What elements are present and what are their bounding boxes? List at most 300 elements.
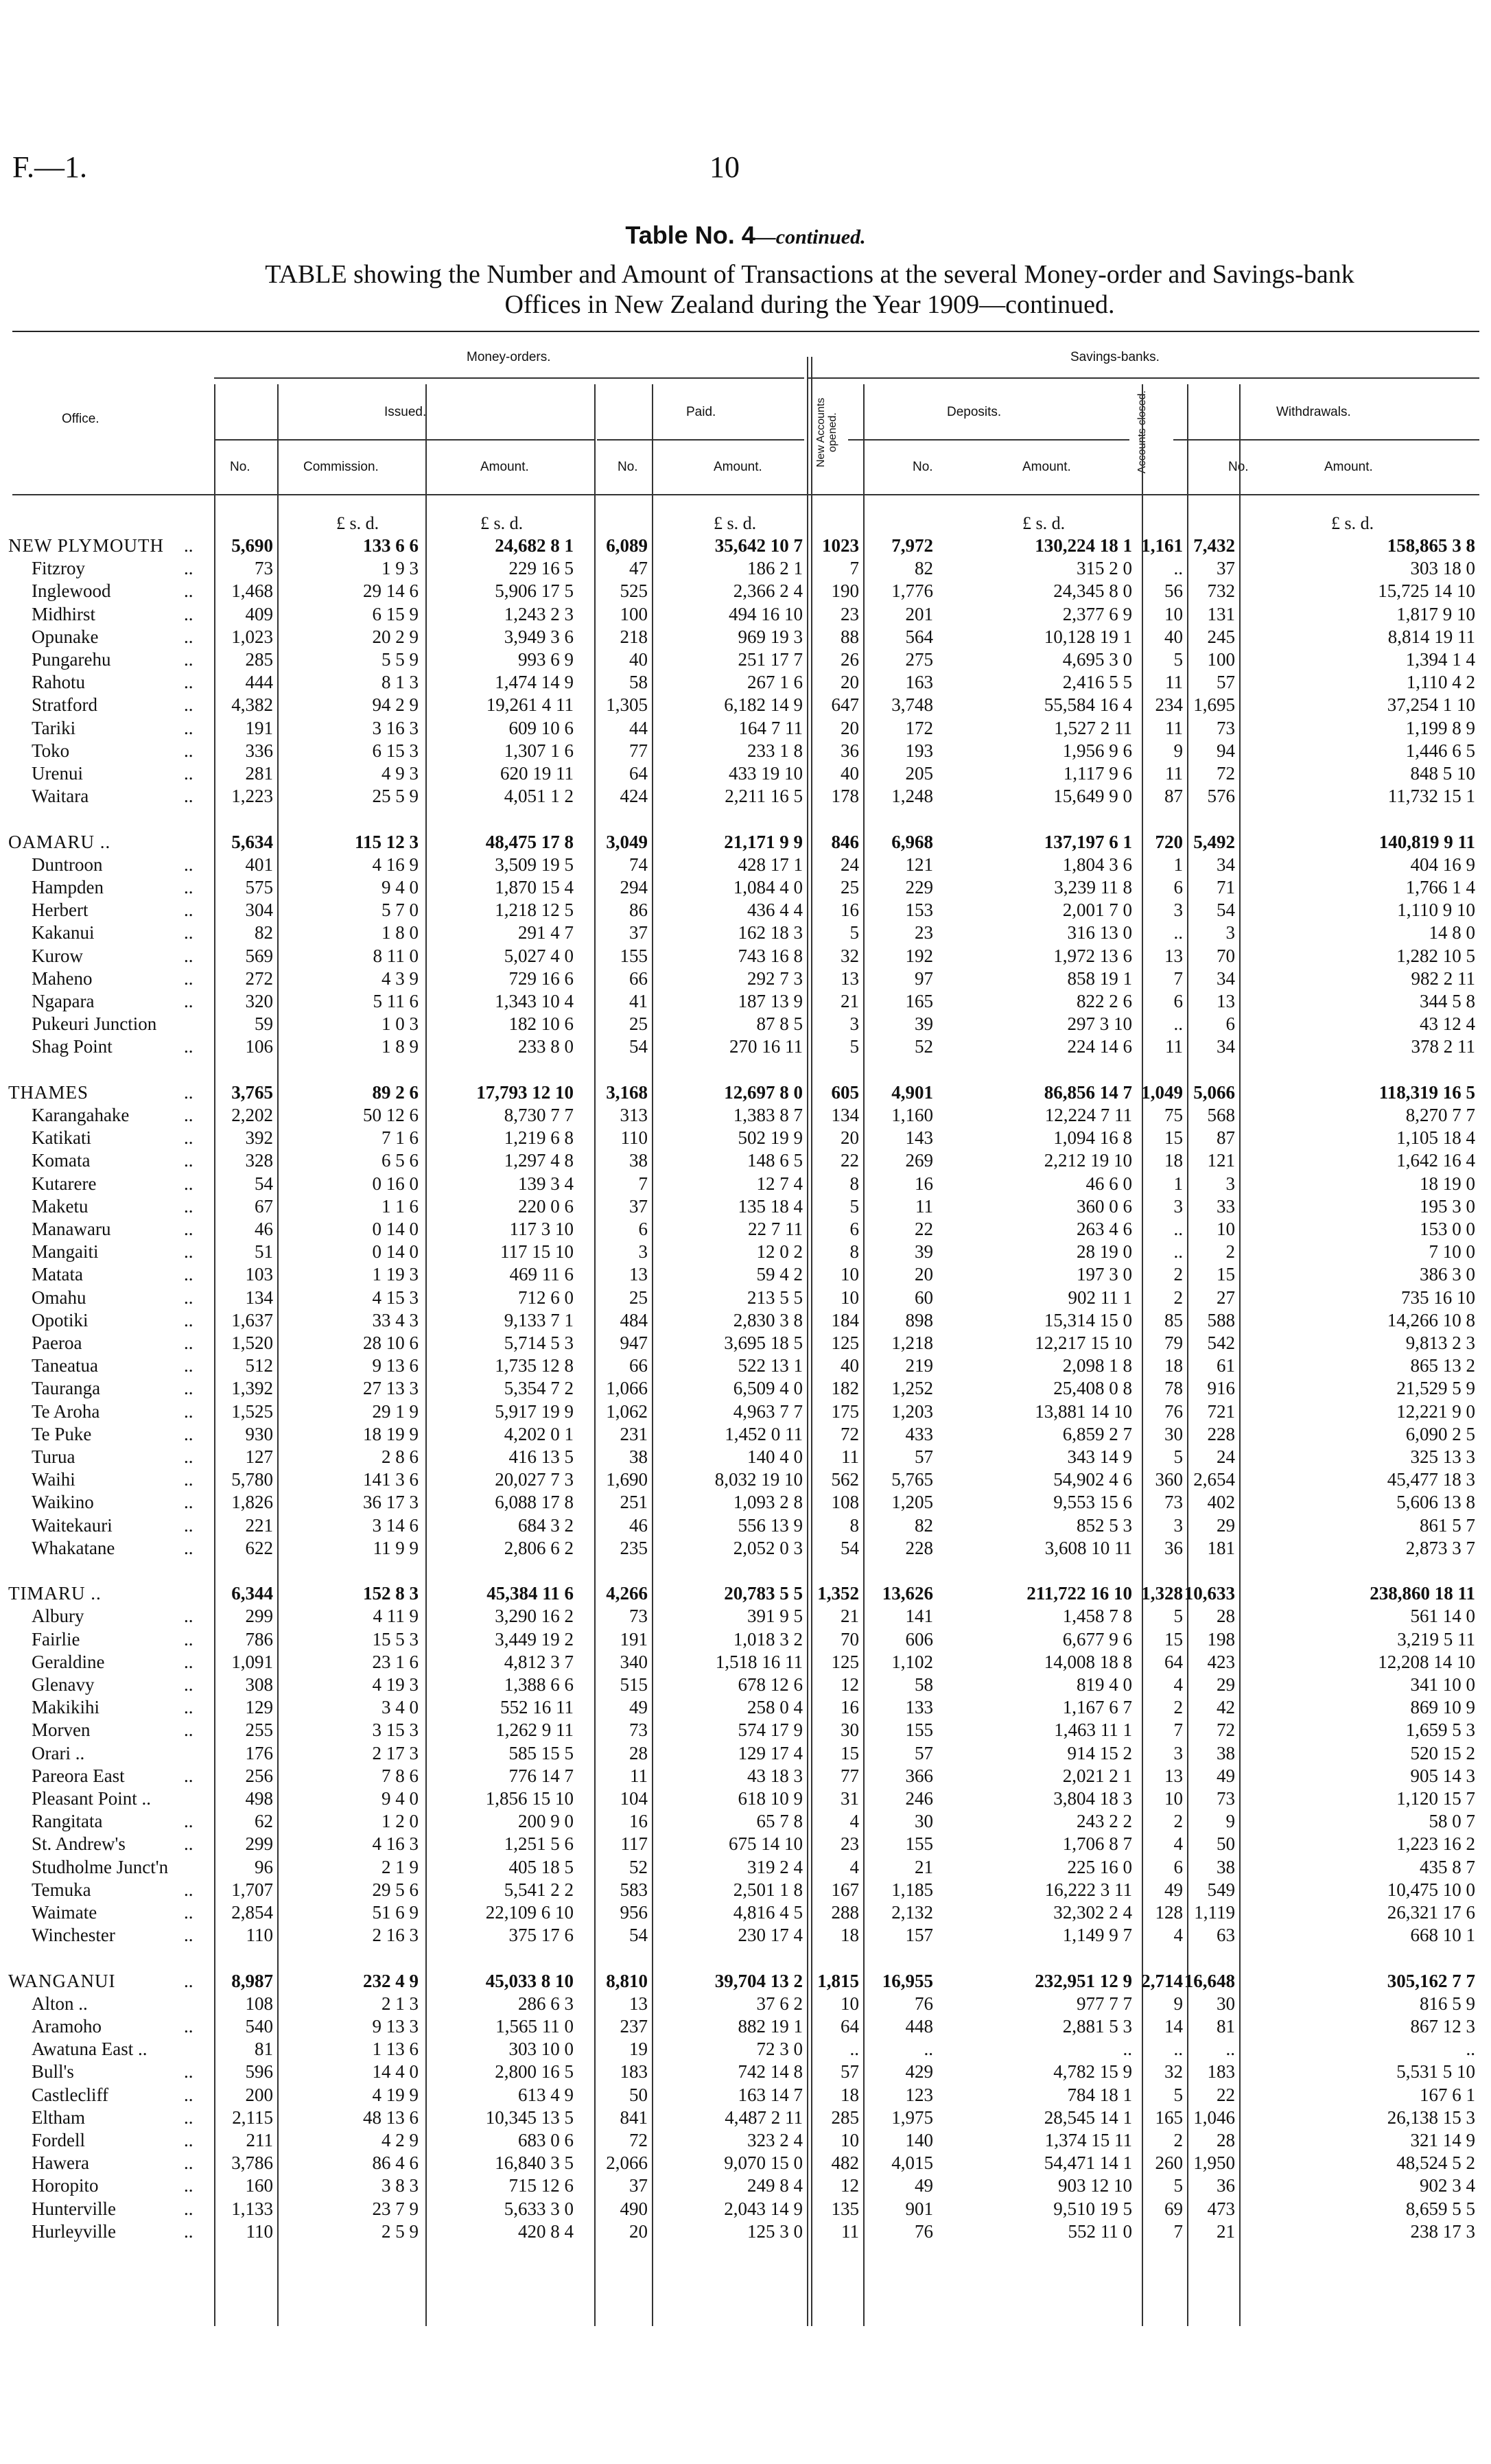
table-row	[0, 1971, 1491, 1991]
table-row	[0, 1105, 1491, 1125]
cell-mo-commission: 3 16 3	[372, 718, 419, 738]
cell-sb-withdrawals-amount: 6,090 2 5	[1405, 1424, 1475, 1444]
table-row	[0, 832, 1491, 852]
cell-mo-paid-amount: 163 14 7	[738, 2085, 803, 2105]
cell-sb-withdrawals-amount: 43 12 4	[1420, 1013, 1475, 1034]
leader-dots: ..	[184, 2175, 193, 2196]
header-withdrawals-no: No.	[1228, 460, 1249, 474]
cell-sb-accounts-closed: 7	[1173, 1720, 1183, 1740]
cell-mo-issued-amount: 585 15 5	[508, 1743, 574, 1763]
cell-mo-paid-no: 46	[629, 1515, 648, 1536]
cell-sb-accounts-closed: 3	[1173, 1196, 1183, 1217]
cell-sb-deposits-amount: 86,856 14 7	[1044, 1082, 1132, 1103]
table-row	[0, 1469, 1491, 1490]
cell-mo-commission: 141 3 6	[363, 1469, 419, 1490]
cell-sb-withdrawals-no: 183	[1207, 2061, 1235, 2082]
cell-sb-new-accounts: 21	[841, 1606, 859, 1626]
leader-dots: ..	[184, 1333, 193, 1353]
leader-dots: ..	[184, 558, 193, 578]
cell-mo-paid-amount: 87 8 5	[756, 1013, 803, 1034]
cell-mo-issued-no: 540	[245, 2016, 273, 2037]
cell-sb-new-accounts: 21	[841, 991, 859, 1011]
leader-dots: ..	[184, 535, 193, 556]
cell-sb-accounts-closed: 260	[1155, 2152, 1183, 2173]
cell-mo-issued-no: 299	[245, 1606, 273, 1626]
caption-line-2: Offices in New Zealand during the Year 1909—continued.	[504, 290, 1115, 319]
cell-mo-paid-amount: 1,018 3 2	[733, 1629, 803, 1650]
cell-sb-withdrawals-amount: 303 18 0	[1410, 558, 1475, 578]
cell-sb-deposits-no: 269	[905, 1150, 933, 1171]
cell-sb-new-accounts: 8	[849, 1241, 859, 1262]
cell-mo-issued-amount: 2,800 16 5	[495, 2061, 574, 2082]
cell-office: St. Andrew's	[32, 1833, 126, 1854]
cell-sb-accounts-closed: 11	[1165, 1036, 1183, 1057]
cell-mo-paid-amount: 164 7 11	[738, 718, 803, 738]
cell-mo-issued-amount: 48,475 17 8	[485, 832, 574, 852]
cell-mo-issued-no: 320	[245, 991, 273, 1011]
cell-sb-deposits-no: ..	[924, 2039, 933, 2059]
cell-mo-issued-amount: 45,033 8 10	[485, 1971, 574, 1991]
cell-mo-issued-no: 1,223	[231, 786, 273, 806]
cell-mo-issued-amount: 1,856 15 10	[485, 1788, 574, 1809]
cell-sb-accounts-closed: 3	[1173, 1743, 1183, 1763]
cell-sb-deposits-no: 60	[915, 1287, 933, 1308]
cell-sb-new-accounts: 6	[849, 1219, 859, 1239]
cell-mo-commission: 20 2 9	[372, 626, 419, 647]
units-withdrawals-amount: £ s. d.	[1331, 513, 1374, 533]
cell-mo-paid-no: 490	[620, 2198, 648, 2219]
cell-sb-deposits-amount: 858 19 1	[1067, 968, 1132, 989]
cell-mo-paid-amount: 140 4 0	[747, 1446, 803, 1467]
cell-mo-paid-no: 947	[620, 1333, 648, 1353]
cell-sb-accounts-closed: 11	[1165, 718, 1183, 738]
table-row	[0, 2175, 1491, 2196]
table-row	[0, 1925, 1491, 1945]
cell-sb-deposits-no: 219	[905, 1355, 933, 1376]
cell-sb-accounts-closed: 7	[1173, 968, 1183, 989]
cell-sb-new-accounts: 1,352	[817, 1583, 859, 1604]
cell-sb-withdrawals-amount: 404 16 9	[1410, 854, 1475, 875]
cell-sb-deposits-no: 228	[905, 1538, 933, 1558]
table-row	[0, 2130, 1491, 2150]
cell-mo-issued-no: 106	[245, 1036, 273, 1057]
cell-sb-new-accounts: 1023	[822, 535, 859, 556]
cell-mo-issued-no: 129	[245, 1697, 273, 1717]
cell-mo-issued-amount: 6,088 17 8	[495, 1492, 574, 1512]
cell-sb-deposits-no: 192	[905, 946, 933, 966]
cell-sb-accounts-closed: 5	[1173, 1606, 1183, 1626]
leader-dots: ..	[184, 922, 193, 943]
cell-sb-deposits-no: 1,975	[891, 2107, 933, 2128]
cell-sb-deposits-amount: 3,608 10 11	[1044, 1538, 1132, 1558]
table-row	[0, 740, 1491, 761]
rule-issued	[214, 439, 594, 441]
cell-sb-deposits-no: 1,248	[891, 786, 933, 806]
cell-sb-withdrawals-amount: 1,282 10 5	[1396, 946, 1475, 966]
cell-mo-paid-no: 20	[629, 2221, 648, 2242]
cell-office: Maheno	[32, 968, 93, 989]
cell-mo-issued-no: 569	[245, 946, 273, 966]
table-row	[0, 672, 1491, 692]
header-office: Office.	[62, 412, 99, 426]
leader-dots: ..	[184, 1264, 193, 1284]
cell-mo-paid-no: 104	[620, 1788, 648, 1809]
cell-sb-withdrawals-no: 1,119	[1194, 1902, 1235, 1923]
cell-sb-deposits-no: 366	[905, 1765, 933, 1786]
cell-mo-commission: 2 16 3	[372, 1925, 419, 1945]
cell-sb-new-accounts: 178	[831, 786, 859, 806]
cell-mo-paid-no: 294	[620, 877, 648, 897]
cell-mo-issued-no: 176	[245, 1743, 273, 1763]
cell-office: Paeroa	[32, 1333, 82, 1353]
cell-mo-commission: 9 13 6	[372, 1355, 419, 1376]
cell-mo-paid-amount: 251 17 7	[738, 649, 803, 670]
leader-dots: ..	[184, 2061, 193, 2082]
cell-sb-withdrawals-no: 34	[1217, 968, 1235, 989]
cell-sb-deposits-amount: 1,527 2 11	[1054, 718, 1132, 738]
cell-mo-issued-no: 96	[255, 1857, 273, 1877]
cell-sb-withdrawals-amount: 905 14 3	[1410, 1765, 1475, 1786]
cell-sb-new-accounts: 20	[841, 672, 859, 692]
table-row	[0, 1173, 1491, 1194]
cell-office: Winchester	[32, 1925, 115, 1945]
table-row	[0, 2198, 1491, 2219]
cell-sb-deposits-no: 57	[915, 1446, 933, 1467]
cell-office: Pungarehu	[32, 649, 111, 670]
cell-sb-withdrawals-no: 24	[1217, 1446, 1235, 1467]
cell-sb-withdrawals-no: 61	[1217, 1355, 1235, 1376]
cell-sb-withdrawals-no: 473	[1207, 2198, 1235, 2219]
cell-mo-issued-no: 8,987	[231, 1971, 273, 1991]
cell-mo-paid-amount: 148 6 5	[747, 1150, 803, 1171]
table-row	[0, 854, 1491, 875]
cell-sb-withdrawals-no: 87	[1217, 1127, 1235, 1148]
cell-office: Bull's	[32, 2061, 74, 2082]
cell-mo-issued-no: 1,392	[231, 1378, 273, 1398]
cell-sb-withdrawals-no: 245	[1207, 626, 1235, 647]
cell-office: Waihi	[32, 1469, 75, 1490]
cell-mo-issued-amount: 405 18 5	[508, 1857, 574, 1877]
cell-sb-accounts-closed: 6	[1173, 1857, 1183, 1877]
cell-sb-deposits-no: 76	[915, 1993, 933, 2014]
table-row	[0, 694, 1491, 715]
cell-mo-issued-amount: 233 8 0	[518, 1036, 574, 1057]
cell-sb-deposits-no: 429	[905, 2061, 933, 2082]
cell-mo-paid-amount: 186 2 1	[747, 558, 803, 578]
page-reference: F.—1.	[12, 150, 87, 184]
cell-sb-withdrawals-amount: 37,254 1 10	[1387, 694, 1475, 715]
cell-office: Waitara	[32, 786, 89, 806]
cell-mo-paid-no: 77	[629, 740, 648, 761]
table-row	[0, 604, 1491, 624]
cell-sb-new-accounts: 3	[849, 1013, 859, 1034]
cell-mo-paid-no: 13	[629, 1993, 648, 2014]
cell-sb-new-accounts: 562	[831, 1469, 859, 1490]
table-row	[0, 1629, 1491, 1650]
cell-sb-deposits-amount: 16,222 3 11	[1044, 1879, 1132, 1900]
table-row	[0, 1333, 1491, 1353]
cell-sb-accounts-closed: 36	[1164, 1538, 1183, 1558]
table-row	[0, 718, 1491, 738]
cell-sb-accounts-closed: 4	[1173, 1674, 1183, 1695]
header-paid-amount: Amount.	[714, 460, 762, 474]
table-title-suffix: —continued.	[755, 226, 866, 248]
cell-sb-deposits-amount: 232,951 12 9	[1035, 1971, 1132, 1991]
cell-mo-commission: 1 19 3	[372, 1264, 419, 1284]
cell-sb-new-accounts: 57	[841, 2061, 859, 2082]
cell-sb-deposits-amount: 46 6 0	[1085, 1173, 1132, 1194]
cell-sb-withdrawals-amount: 378 2 11	[1411, 1036, 1475, 1057]
cell-sb-withdrawals-amount: 8,814 19 11	[1387, 626, 1475, 647]
cell-sb-deposits-amount: 2,416 5 5	[1062, 672, 1132, 692]
cell-mo-issued-amount: 613 4 9	[518, 2085, 574, 2105]
cell-sb-withdrawals-amount: 816 5 9	[1420, 1993, 1475, 2014]
cell-mo-paid-amount: 270 16 11	[729, 1036, 803, 1057]
cell-mo-issued-no: 512	[245, 1355, 273, 1376]
cell-office: Kakanui	[32, 922, 95, 943]
cell-sb-withdrawals-no: 423	[1207, 1652, 1235, 1672]
cell-mo-paid-amount: 433 19 10	[729, 763, 803, 784]
leader-dots: ..	[184, 763, 193, 784]
cell-mo-commission: 9 13 3	[372, 2016, 419, 2037]
cell-sb-new-accounts: 26	[841, 649, 859, 670]
cell-office: Te Aroha	[32, 1401, 100, 1422]
cell-office: Toko	[32, 740, 70, 761]
cell-mo-paid-no: 50	[629, 2085, 648, 2105]
cell-mo-paid-amount: 1,452 0 11	[725, 1424, 803, 1444]
cell-sb-deposits-no: 1,160	[891, 1105, 933, 1125]
cell-sb-withdrawals-no: 71	[1217, 877, 1235, 897]
cell-sb-withdrawals-no: 22	[1217, 2085, 1235, 2105]
cell-sb-deposits-amount: 3,804 18 3	[1053, 1788, 1132, 1809]
cell-sb-new-accounts: 108	[831, 1492, 859, 1512]
cell-sb-withdrawals-amount: 1,110 9 10	[1397, 900, 1475, 920]
cell-mo-issued-amount: 3,290 16 2	[495, 1606, 574, 1626]
cell-sb-deposits-amount: 15,649 9 0	[1053, 786, 1132, 806]
cell-mo-issued-amount: 776 14 7	[508, 1765, 574, 1786]
cell-office: Tauranga	[32, 1378, 101, 1398]
cell-sb-accounts-closed: 85	[1164, 1310, 1183, 1330]
cell-mo-commission: 36 17 3	[363, 1492, 419, 1512]
table-row	[0, 1993, 1491, 2014]
cell-sb-deposits-amount: 28,545 14 1	[1044, 2107, 1132, 2128]
leader-dots: ..	[184, 1082, 193, 1103]
cell-sb-deposits-no: 39	[915, 1241, 933, 1262]
header-issued-no: No.	[230, 460, 250, 474]
cell-sb-withdrawals-amount: 58 0 7	[1429, 1811, 1475, 1831]
cell-mo-issued-amount: 5,027 4 0	[504, 946, 574, 966]
cell-sb-accounts-closed: 9	[1173, 1993, 1183, 2014]
cell-mo-paid-no: 525	[620, 580, 648, 601]
cell-sb-withdrawals-no: 27	[1217, 1287, 1235, 1308]
table-row	[0, 649, 1491, 670]
cell-mo-issued-amount: 375 17 6	[508, 1925, 574, 1945]
cell-mo-issued-amount: 286 6 3	[518, 1993, 574, 2014]
cell-sb-deposits-amount: 224 14 6	[1067, 1036, 1132, 1057]
cell-mo-issued-amount: 1,870 15 4	[495, 877, 574, 897]
cell-sb-withdrawals-amount: 1,446 6 5	[1405, 740, 1475, 761]
cell-sb-deposits-no: 3,748	[891, 694, 933, 715]
cell-mo-paid-no: 54	[629, 1036, 648, 1057]
table-row	[0, 968, 1491, 989]
table-row	[0, 922, 1491, 943]
cell-office: Pukeuri Junction	[32, 1013, 157, 1034]
cell-mo-issued-amount: 4,202 0 1	[504, 1424, 574, 1444]
cell-mo-commission: 7 1 6	[381, 1127, 419, 1148]
cell-sb-deposits-amount: 14,008 18 8	[1044, 1652, 1132, 1672]
cell-mo-paid-no: 38	[629, 1446, 648, 1467]
cell-sb-deposits-amount: 360 0 6	[1077, 1196, 1132, 1217]
units-paid-amount: £ s. d.	[714, 513, 757, 533]
cell-sb-deposits-no: 4,901	[891, 1082, 933, 1103]
cell-mo-paid-amount: 267 1 6	[747, 672, 803, 692]
cell-sb-new-accounts: 40	[841, 1355, 859, 1376]
cell-mo-issued-no: 930	[245, 1424, 273, 1444]
cell-sb-withdrawals-amount: 1,766 1 4	[1405, 877, 1475, 897]
cell-mo-paid-amount: 37 6 2	[756, 1993, 803, 2014]
cell-sb-accounts-closed: ..	[1173, 1013, 1183, 1034]
cell-sb-deposits-no: 7,972	[891, 535, 933, 556]
cell-mo-commission: 4 11 9	[373, 1606, 419, 1626]
cell-sb-accounts-closed: 30	[1164, 1424, 1183, 1444]
cell-mo-paid-amount: 678 12 6	[738, 1674, 803, 1695]
cell-sb-deposits-amount: 25,408 0 8	[1053, 1378, 1132, 1398]
cell-sb-withdrawals-amount: 238,860 18 11	[1370, 1583, 1475, 1604]
rule-paid	[597, 439, 804, 441]
cell-mo-issued-no: 5,780	[231, 1469, 273, 1490]
cell-sb-withdrawals-amount: 26,321 17 6	[1387, 1902, 1475, 1923]
cell-mo-paid-no: 41	[629, 991, 648, 1011]
cell-mo-paid-amount: 20,783 5 5	[724, 1583, 803, 1604]
cell-sb-deposits-no: 23	[915, 922, 933, 943]
cell-sb-withdrawals-amount: 26,138 15 3	[1387, 2107, 1475, 2128]
cell-office: Fairlie	[32, 1629, 80, 1650]
cell-office: Urenui	[32, 763, 83, 784]
cell-mo-issued-no: 1,133	[231, 2198, 273, 2219]
cell-mo-paid-no: 2,066	[606, 2152, 648, 2173]
cell-mo-paid-no: 73	[629, 1720, 648, 1740]
leader-dots: ..	[184, 1606, 193, 1626]
cell-sb-new-accounts: 10	[841, 1287, 859, 1308]
cell-sb-new-accounts: 184	[831, 1310, 859, 1330]
cell-sb-accounts-closed: 4	[1173, 1833, 1183, 1854]
cell-mo-paid-no: 66	[629, 1355, 648, 1376]
cell-office: Orari ..	[32, 1743, 85, 1763]
leader-dots: ..	[184, 1879, 193, 1900]
cell-mo-issued-amount: 24,682 8 1	[495, 535, 574, 556]
cell-sb-withdrawals-amount: ..	[1466, 2039, 1475, 2059]
cell-sb-new-accounts: 647	[831, 694, 859, 715]
cell-sb-withdrawals-no: 94	[1217, 740, 1235, 761]
cell-sb-accounts-closed: 11	[1165, 672, 1183, 692]
cell-office: Rangitata	[32, 1811, 103, 1831]
cell-office: Shag Point	[32, 1036, 113, 1057]
header-deposits-amount: Amount.	[1022, 460, 1071, 474]
table-row	[0, 2221, 1491, 2242]
cell-office: Aramoho	[32, 2016, 102, 2037]
table-caption	[206, 259, 1413, 320]
cell-mo-paid-amount: 8,032 19 10	[714, 1469, 803, 1490]
cell-mo-paid-amount: 187 13 9	[738, 991, 803, 1011]
cell-mo-issued-amount: 291 4 7	[518, 922, 574, 943]
cell-sb-deposits-amount: 55,584 16 4	[1044, 694, 1132, 715]
cell-sb-accounts-closed: 5	[1173, 2085, 1183, 2105]
cell-sb-accounts-closed: 73	[1164, 1492, 1183, 1512]
cell-mo-commission: 0 14 0	[372, 1241, 419, 1262]
table-row	[0, 1378, 1491, 1398]
cell-mo-commission: 4 19 9	[372, 2085, 419, 2105]
cell-mo-commission: 2 5 9	[381, 2221, 419, 2242]
cell-mo-issued-no: 5,634	[231, 832, 273, 852]
leader-dots: ..	[184, 2152, 193, 2173]
cell-mo-issued-no: 160	[245, 2175, 273, 2196]
cell-sb-deposits-no: 157	[905, 1925, 933, 1945]
rule-withdrawals	[1173, 439, 1479, 441]
table-row	[0, 1310, 1491, 1330]
leader-dots: ..	[184, 1833, 193, 1854]
cell-sb-new-accounts: 23	[841, 1833, 859, 1854]
cell-sb-withdrawals-no: 542	[1207, 1333, 1235, 1353]
cell-mo-paid-amount: 35,642 10 7	[714, 535, 803, 556]
cell-sb-deposits-amount: 9,510 19 5	[1053, 2198, 1132, 2219]
cell-sb-deposits-no: 606	[905, 1629, 933, 1650]
cell-sb-deposits-no: 82	[915, 558, 933, 578]
table-row	[0, 1196, 1491, 1217]
cell-mo-issued-no: 110	[246, 1925, 273, 1945]
cell-sb-accounts-closed: 5	[1173, 1446, 1183, 1467]
cell-mo-paid-amount: 9,070 15 0	[724, 2152, 803, 2173]
cell-mo-commission: 8 1 3	[381, 672, 419, 692]
cell-mo-paid-amount: 258 0 4	[747, 1697, 803, 1717]
cell-sb-new-accounts: 20	[841, 718, 859, 738]
cell-sb-withdrawals-no: 1,950	[1193, 2152, 1235, 2173]
cell-mo-paid-no: 3,049	[606, 832, 648, 852]
cell-sb-new-accounts: 13	[841, 968, 859, 989]
cell-sb-accounts-closed: 64	[1164, 1652, 1183, 1672]
cell-sb-deposits-amount: 263 4 6	[1077, 1219, 1132, 1239]
cell-mo-paid-amount: 2,211 16 5	[725, 786, 803, 806]
cell-sb-withdrawals-no: 72	[1217, 763, 1235, 784]
cell-mo-paid-amount: 162 18 3	[738, 922, 803, 943]
leader-dots: ..	[184, 1469, 193, 1490]
cell-sb-withdrawals-no: 568	[1207, 1105, 1235, 1125]
cell-sb-withdrawals-amount: 668 10 1	[1410, 1925, 1475, 1945]
cell-office: Matata	[32, 1264, 83, 1284]
cell-mo-issued-no: 255	[245, 1720, 273, 1740]
cell-sb-withdrawals-amount: 5,531 5 10	[1396, 2061, 1475, 2082]
cell-sb-deposits-no: 58	[915, 1674, 933, 1695]
table-row	[0, 1264, 1491, 1284]
cell-sb-deposits-no: 20	[915, 1264, 933, 1284]
cell-sb-deposits-amount: 297 3 10	[1067, 1013, 1132, 1034]
cell-sb-withdrawals-amount: 520 15 2	[1410, 1743, 1475, 1763]
cell-mo-commission: 1 2 0	[381, 1811, 419, 1831]
cell-sb-accounts-closed: 18	[1164, 1355, 1183, 1376]
cell-mo-paid-no: 25	[629, 1287, 648, 1308]
cell-sb-deposits-amount: 1,463 11 1	[1054, 1720, 1132, 1740]
cell-mo-paid-amount: 428 17 1	[738, 854, 803, 875]
cell-mo-commission: 4 19 3	[372, 1674, 419, 1695]
table-row	[0, 1674, 1491, 1695]
cell-office: OAMARU ..	[8, 832, 111, 852]
cell-sb-deposits-no: 1,205	[891, 1492, 933, 1512]
cell-mo-paid-amount: 6,182 14 9	[724, 694, 803, 715]
leader-dots: ..	[184, 854, 193, 875]
cell-mo-paid-no: 1,062	[606, 1401, 648, 1422]
cell-sb-accounts-closed: 5	[1173, 649, 1183, 670]
cell-sb-withdrawals-amount: 1,817 9 10	[1396, 604, 1475, 624]
cell-mo-issued-amount: 1,388 6 6	[504, 1674, 574, 1695]
